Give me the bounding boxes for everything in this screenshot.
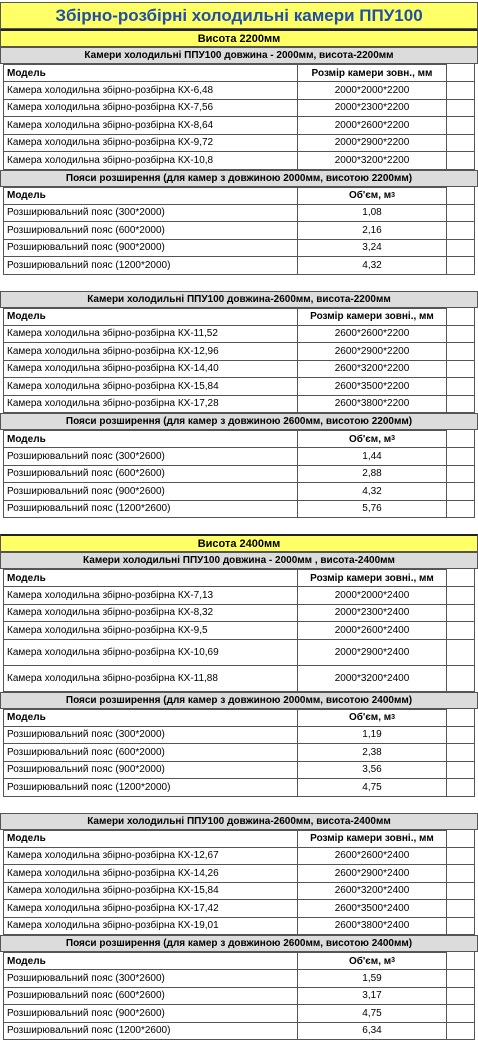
cell-empty — [447, 970, 475, 988]
cell-value-text: 2600*3200*2400 — [335, 885, 410, 896]
table-header — [0, 187, 478, 205]
height-band-label: Висота 2400мм — [1, 536, 477, 551]
table-row — [0, 205, 478, 223]
cell-model: Розширювальний пояс (1200*2600) — [3, 501, 297, 519]
cell-empty — [447, 483, 475, 501]
cell-model: Камера холодильна збірно-розбірна КХ-11,52 — [3, 326, 297, 344]
table-header — [0, 64, 478, 82]
section-title: Пояси розширення (для камер з довжиною 2600мм, висотою 2200мм) — [1, 414, 477, 429]
cell-value-text: 2000*2900*2200 — [335, 137, 410, 148]
table-row — [0, 82, 478, 100]
cell-empty — [447, 709, 475, 727]
section-title: Камери холодильні ППУ100 довжина-2600мм, висота-2400мм — [1, 814, 477, 829]
cell-model: Розширювальний пояс (600*2000) — [3, 744, 297, 762]
cell-value-text: 2600*3800*2400 — [335, 920, 410, 931]
cell-empty — [447, 988, 475, 1006]
cell-value-text: 2000*2300*2400 — [335, 607, 410, 618]
cell-value — [297, 257, 447, 275]
cell-model: Камера холодильна збірно-розбірна КХ-17,42 — [3, 900, 297, 918]
cell-value-text: Об'єм, м — [349, 956, 391, 967]
cell-empty — [447, 830, 475, 848]
section-title: Камери холодильні ППУ100 довжина - 2000мм, висота-2200мм — [1, 48, 477, 63]
column-header-model: Модель — [3, 952, 297, 970]
cell-value — [297, 240, 447, 258]
cell-value-text: 2000*2600*2400 — [335, 625, 410, 636]
cell-empty — [447, 396, 475, 414]
cell-model: Камера холодильна збірно-розбірна КХ-8,64 — [3, 117, 297, 135]
cell-value-text: 2600*2900*2200 — [335, 346, 410, 357]
cell-value — [297, 378, 447, 396]
cell-value-text: 4,75 — [362, 1008, 381, 1019]
column-header-value: Об'єм, м 3 — [297, 952, 447, 970]
cell-empty — [447, 378, 475, 396]
column-header-model: Модель — [3, 569, 297, 587]
table-row — [0, 135, 478, 153]
cell-value — [297, 205, 447, 223]
cell-value-text: 2600*2600*2200 — [335, 328, 410, 339]
section-spacer — [0, 518, 478, 534]
table-row — [0, 605, 478, 623]
column-header-value — [297, 830, 447, 848]
cell-model: Розширювальний пояс (300*2600) — [3, 970, 297, 988]
table-row — [0, 100, 478, 118]
table-row — [0, 883, 478, 901]
cell-empty — [447, 135, 475, 153]
table-row — [0, 378, 478, 396]
cell-empty — [447, 744, 475, 762]
table-row — [0, 222, 478, 240]
cell-empty — [447, 587, 475, 605]
cell-empty — [447, 222, 475, 240]
cell-empty — [447, 779, 475, 797]
cell-value-text: 2600*3200*2200 — [335, 363, 410, 374]
column-header-value: Об'єм, м 3 — [297, 187, 447, 205]
cell-value — [297, 343, 447, 361]
cell-model: Камера холодильна збірно-розбірна КХ-19,01 — [3, 918, 297, 936]
cell-model: Камера холодильна збірно-розбірна КХ-14,40 — [3, 361, 297, 379]
cell-empty — [447, 883, 475, 901]
cell-empty — [447, 448, 475, 466]
column-header-value — [297, 64, 447, 82]
table-row — [0, 483, 478, 501]
cell-model: Камера холодильна збірно-розбірна КХ-8,32 — [3, 605, 297, 623]
table-row — [0, 240, 478, 258]
table-row — [0, 640, 478, 666]
section-title: Камери холодильні ППУ100 довжина - 2000мм , висота-2400мм — [1, 553, 477, 568]
cell-value — [297, 865, 447, 883]
cell-empty — [447, 952, 475, 970]
column-header-value — [297, 308, 447, 326]
table-header — [0, 830, 478, 848]
cell-value-text: 1,19 — [362, 729, 381, 740]
table-row — [0, 865, 478, 883]
cell-value-text: 2000*2600*2200 — [335, 120, 410, 131]
table-row — [0, 762, 478, 780]
table-row — [0, 501, 478, 519]
column-header-model: Модель — [3, 308, 297, 326]
cell-value — [297, 762, 447, 780]
page-title-text: Збірно-розбірні холодильні камери ППУ100 — [55, 6, 422, 26]
cell-model: Розширювальний пояс (1200*2000) — [3, 257, 297, 275]
cell-empty — [447, 900, 475, 918]
cell-value-text: 1,59 — [362, 973, 381, 984]
column-header-value — [297, 569, 447, 587]
column-header-model: Модель — [3, 430, 297, 448]
cell-model: Камера холодильна збірно-розбірна КХ-15,84 — [3, 378, 297, 396]
table-row — [0, 117, 478, 135]
section-title: Камери холодильні ППУ100 довжина-2600мм, висота-2200мм — [1, 292, 477, 307]
section-title: Пояси розширення (для камер з довжиною 2600мм, висотою 2400мм) — [1, 936, 477, 951]
cell-empty — [447, 466, 475, 484]
cell-empty — [447, 666, 475, 692]
column-header-model: Модель — [3, 830, 297, 848]
cell-value — [297, 666, 447, 692]
cell-model: Камера холодильна збірно-розбірна КХ-11,88 — [3, 666, 297, 692]
cell-empty — [447, 762, 475, 780]
cell-value-text: Об'єм, м — [349, 712, 391, 723]
cell-value-text: 2000*3200*2400 — [335, 673, 410, 684]
cell-value — [297, 640, 447, 666]
cell-empty — [447, 326, 475, 344]
cell-empty — [447, 64, 475, 82]
table-row — [0, 1005, 478, 1023]
cell-value-text: 1,08 — [362, 207, 381, 218]
table-header — [0, 709, 478, 727]
cell-model: Розширювальний пояс (1200*2600) — [3, 1023, 297, 1040]
cell-value — [297, 100, 447, 118]
section-spacer — [0, 797, 478, 813]
cell-value — [297, 1005, 447, 1023]
cell-value-text: 2,16 — [362, 225, 381, 236]
cell-value-text: Розмір камери зовні., мм — [310, 573, 434, 584]
cell-model: Розширювальний пояс (900*2600) — [3, 1005, 297, 1023]
cell-value — [297, 587, 447, 605]
cell-empty — [447, 361, 475, 379]
cell-value-text: 2000*2000*2200 — [335, 85, 410, 96]
section-header — [0, 692, 478, 709]
table-row — [0, 448, 478, 466]
cell-empty — [447, 605, 475, 623]
cell-value-text: 3,17 — [362, 990, 381, 1001]
cell-value-text: 5,76 — [362, 503, 381, 514]
cell-empty — [447, 430, 475, 448]
cell-value-text: 2000*2000*2400 — [335, 590, 410, 601]
table-row — [0, 988, 478, 1006]
cell-value-text: 3,24 — [362, 242, 381, 253]
cell-model: Розширювальний пояс (900*2000) — [3, 762, 297, 780]
cell-empty — [447, 848, 475, 866]
cell-value — [297, 501, 447, 519]
cell-value — [297, 848, 447, 866]
cell-model: Камера холодильна збірно-розбірна КХ-12,96 — [3, 343, 297, 361]
column-header-model: Модель — [3, 64, 297, 82]
table-row — [0, 326, 478, 344]
cell-model: Камера холодильна збірно-розбірна КХ-9,5 — [3, 622, 297, 640]
table-row — [0, 343, 478, 361]
section-header — [0, 291, 478, 308]
cell-empty — [447, 622, 475, 640]
cell-empty — [447, 1023, 475, 1040]
cell-empty — [447, 918, 475, 936]
cell-value-text: 2600*3500*2200 — [335, 381, 410, 392]
section-title: Пояси розширення (для камер з довжиною 2000мм, висотою 2400мм) — [1, 693, 477, 708]
cell-value-text: 2600*3800*2200 — [335, 398, 410, 409]
cell-value — [297, 727, 447, 745]
cell-empty — [447, 117, 475, 135]
height-band — [0, 534, 478, 552]
cell-model: Камера холодильна збірно-розбірна КХ-10,8 — [3, 152, 297, 170]
table-row — [0, 666, 478, 692]
table-header — [0, 952, 478, 970]
column-header-value: Об'єм, м 3 — [297, 430, 447, 448]
table-row — [0, 848, 478, 866]
cell-value — [297, 361, 447, 379]
cell-value — [297, 117, 447, 135]
cell-value — [297, 988, 447, 1006]
table-row — [0, 152, 478, 170]
table-row — [0, 744, 478, 762]
cell-model: Камера холодильна збірно-розбірна КХ-6,48 — [3, 82, 297, 100]
section-header — [0, 413, 478, 430]
cell-empty — [447, 187, 475, 205]
cell-value — [297, 622, 447, 640]
cell-value-text: 1,44 — [362, 451, 381, 462]
cell-value — [297, 466, 447, 484]
cell-empty — [447, 727, 475, 745]
cell-empty — [447, 1005, 475, 1023]
cell-value — [297, 152, 447, 170]
table-row — [0, 622, 478, 640]
cell-value-text: 2000*2900*2400 — [335, 647, 410, 658]
column-header-value: Об'єм, м 3 — [297, 709, 447, 727]
table-row — [0, 257, 478, 275]
cell-value-text: Розмір камери зовні., мм — [310, 833, 434, 844]
cell-value — [297, 744, 447, 762]
cell-value — [297, 82, 447, 100]
table-row — [0, 918, 478, 936]
cell-value — [297, 396, 447, 414]
height-band-label: Висота 2200мм — [1, 31, 477, 46]
cell-empty — [447, 152, 475, 170]
cell-empty — [447, 257, 475, 275]
cell-value — [297, 605, 447, 623]
page-title-row — [0, 2, 478, 29]
cell-value-text: 4,75 — [362, 782, 381, 793]
cell-value — [297, 883, 447, 901]
section-header — [0, 935, 478, 952]
cell-model: Розширювальний пояс (300*2600) — [3, 448, 297, 466]
table-row — [0, 1023, 478, 1040]
table-row — [0, 587, 478, 605]
cell-model: Камера холодильна збірно-розбірна КХ-15,84 — [3, 883, 297, 901]
page-title — [1, 3, 477, 28]
cell-value-text: 4,32 — [362, 486, 381, 497]
cell-value — [297, 970, 447, 988]
cell-model: Камера холодильна збірно-розбірна КХ-12,67 — [3, 848, 297, 866]
cell-model: Розширювальний пояс (900*2600) — [3, 483, 297, 501]
cell-empty — [447, 640, 475, 666]
cell-value — [297, 900, 447, 918]
cell-value — [297, 326, 447, 344]
cell-empty — [447, 343, 475, 361]
section-header — [0, 47, 478, 64]
table-row — [0, 466, 478, 484]
table-header — [0, 569, 478, 587]
cell-model: Розширювальний пояс (900*2000) — [3, 240, 297, 258]
cell-empty — [447, 865, 475, 883]
cell-value-text: Об'єм, м — [349, 434, 391, 445]
table-header — [0, 308, 478, 326]
cell-empty — [447, 501, 475, 519]
cell-empty — [447, 205, 475, 223]
cell-model: Камера холодильна збірно-розбірна КХ-7,56 — [3, 100, 297, 118]
cell-model: Розширювальний пояс (600*2600) — [3, 988, 297, 1006]
cell-value — [297, 448, 447, 466]
table-row — [0, 900, 478, 918]
cell-model: Камера холодильна збірно-розбірна КХ-10,69 — [3, 640, 297, 666]
table-row — [0, 361, 478, 379]
cell-value-text: Об'єм, м — [349, 190, 391, 201]
cell-value — [297, 1023, 447, 1040]
cell-empty — [447, 240, 475, 258]
cell-model: Розширювальний пояс (1200*2000) — [3, 779, 297, 797]
table-row — [0, 970, 478, 988]
cell-value-text: 2,38 — [362, 747, 381, 758]
cell-value-text: 4,32 — [362, 260, 381, 271]
cell-empty — [447, 82, 475, 100]
cell-value-text: 2600*3500*2400 — [335, 903, 410, 914]
cell-model: Розширювальний пояс (300*2000) — [3, 727, 297, 745]
cell-model: Розширювальний пояс (600*2000) — [3, 222, 297, 240]
section-header — [0, 813, 478, 830]
cell-model: Камера холодильна збірно-розбірна КХ-7,13 — [3, 587, 297, 605]
cell-value-text: Розмір камери зовн., мм — [312, 68, 433, 79]
cell-value — [297, 483, 447, 501]
cell-value-text: 6,34 — [362, 1025, 381, 1036]
table-row — [0, 396, 478, 414]
section-header — [0, 552, 478, 569]
cell-value — [297, 918, 447, 936]
cell-value — [297, 779, 447, 797]
column-header-model: Модель — [3, 709, 297, 727]
cell-value-text: 2,88 — [362, 468, 381, 479]
cell-empty — [447, 308, 475, 326]
cell-model: Розширювальний пояс (600*2600) — [3, 466, 297, 484]
cell-value-text: 2600*2600*2400 — [335, 850, 410, 861]
cell-value-text: Розмір камери зовні., мм — [310, 311, 434, 322]
cell-value — [297, 222, 447, 240]
cell-value-text: 2600*2900*2400 — [335, 868, 410, 879]
section-header — [0, 170, 478, 187]
section-spacer — [0, 275, 478, 291]
column-header-model: Модель — [3, 187, 297, 205]
cell-model: Камера холодильна збірно-розбірна КХ-14,26 — [3, 865, 297, 883]
height-band — [0, 29, 478, 47]
cell-model: Камера холодильна збірно-розбірна КХ-9,72 — [3, 135, 297, 153]
cell-value — [297, 135, 447, 153]
cell-value-text: 2000*3200*2200 — [335, 155, 410, 166]
table-header — [0, 430, 478, 448]
cell-value-text: 3,56 — [362, 764, 381, 775]
cell-model: Розширювальний пояс (300*2000) — [3, 205, 297, 223]
cell-value-text: 2000*2300*2200 — [335, 102, 410, 113]
table-row — [0, 779, 478, 797]
cell-empty — [447, 569, 475, 587]
cell-empty — [447, 100, 475, 118]
cell-model: Камера холодильна збірно-розбірна КХ-17,28 — [3, 396, 297, 414]
section-title: Пояси розширення (для камер з довжиною 2000мм, висотою 2200мм) — [1, 171, 477, 186]
table-row — [0, 727, 478, 745]
